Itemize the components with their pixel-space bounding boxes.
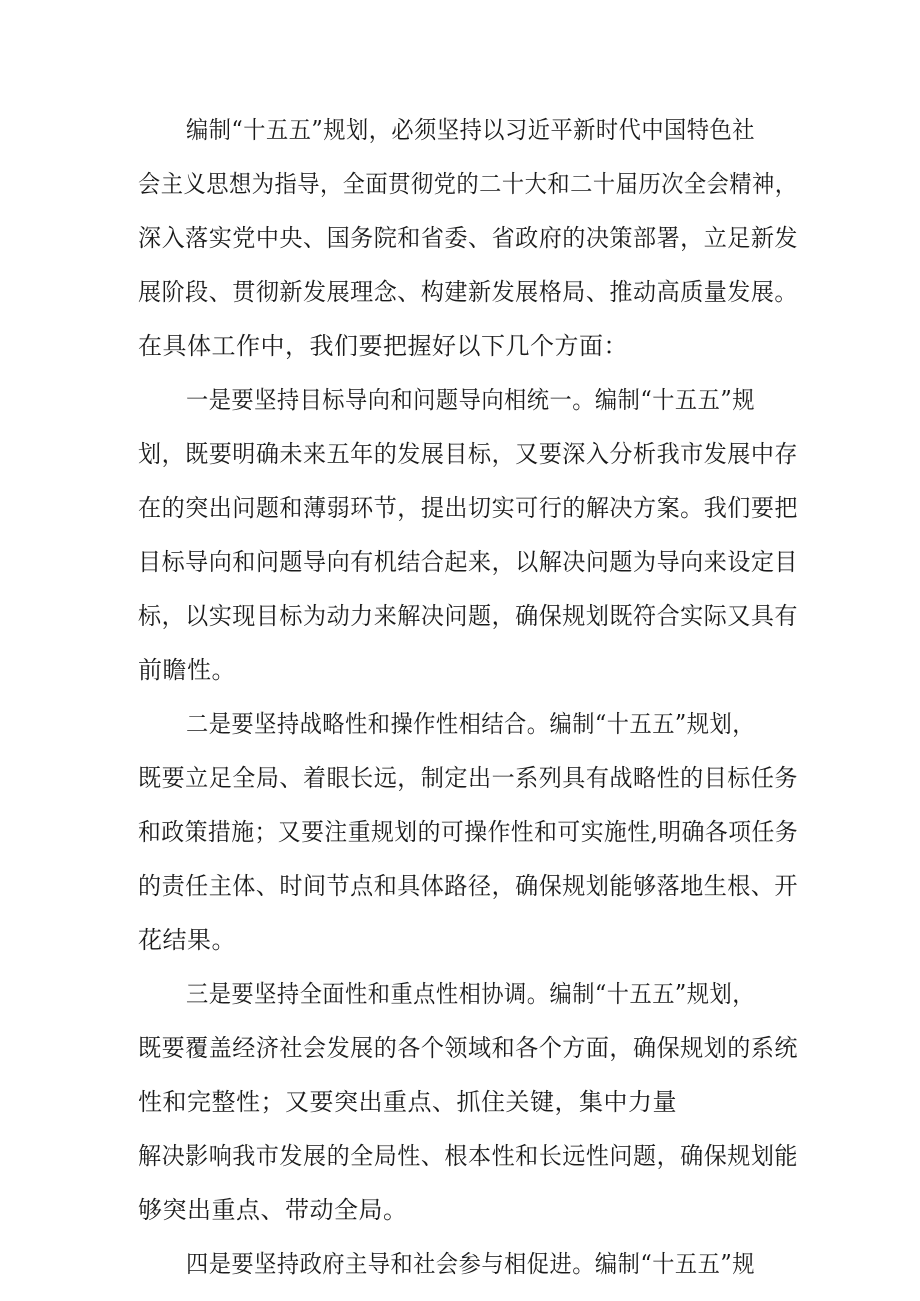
paragraph-line: 和政策措施；又要注重规划的可操作性和可实施性,明确各项任务 [138, 818, 799, 846]
paragraph-line: 解决影响我市发展的全局性、根本性和长远性问题，确保规划能 [138, 1142, 798, 1170]
paragraph-line: 够突出重点、带动全局。 [138, 1196, 408, 1224]
paragraph-line: 编制“十五五”规划，必须坚持以习近平新时代中国特色社 [186, 116, 755, 144]
paragraph-line: 目标导向和问题导向有机结合起来，以解决问题为导向来设定目 [138, 548, 798, 576]
paragraph-line: 前瞻性。 [138, 656, 236, 684]
paragraph-line: 四是要坚持政府主导和社会参与相促进。编制“十五五”规 [186, 1250, 755, 1278]
paragraph-line: 会主义思想为指导，全面贯彻党的二十大和二十届历次全会精神， [138, 170, 798, 198]
paragraph-line: 深入落实党中央、国务院和省委、省政府的决策部署，立足新发 [138, 224, 798, 252]
paragraph-line: 三是要坚持全面性和重点性相协调。编制“十五五”规划， [186, 980, 755, 1008]
paragraph-line: 在具体工作中，我们要把握好以下几个方面： [138, 332, 628, 360]
paragraph-line: 性和完整性；又要突出重点、抓住关键，集中力量 [138, 1088, 677, 1116]
paragraph-line: 展阶段、贯彻新发展理念、构建新发展格局、推动高质量发展。 [138, 278, 798, 306]
paragraph-line: 既要覆盖经济社会发展的各个领域和各个方面，确保规划的系统 [138, 1034, 798, 1062]
paragraph-line: 二是要坚持战略性和操作性相结合。编制“十五五”规划， [186, 710, 755, 738]
paragraph-line: 标，以实现目标为动力来解决问题，确保规划既符合实际又具有 [138, 602, 798, 630]
paragraph-line: 划，既要明确未来五年的发展目标，又要深入分析我市发展中存 [138, 440, 798, 468]
paragraph-line: 一是要坚持目标导向和问题导向相统一。编制“十五五”规 [186, 386, 755, 414]
paragraph-line: 的责任主体、时间节点和具体路径，确保规划能够落地生根、开 [138, 872, 798, 900]
paragraph-line: 既要立足全局、着眼长远，制定出一系列具有战略性的目标任务 [138, 764, 798, 792]
paragraph-line: 在的突出问题和薄弱环节，提出切实可行的解决方案。我们要把 [138, 494, 798, 522]
paragraph-line: 花结果。 [138, 926, 236, 954]
